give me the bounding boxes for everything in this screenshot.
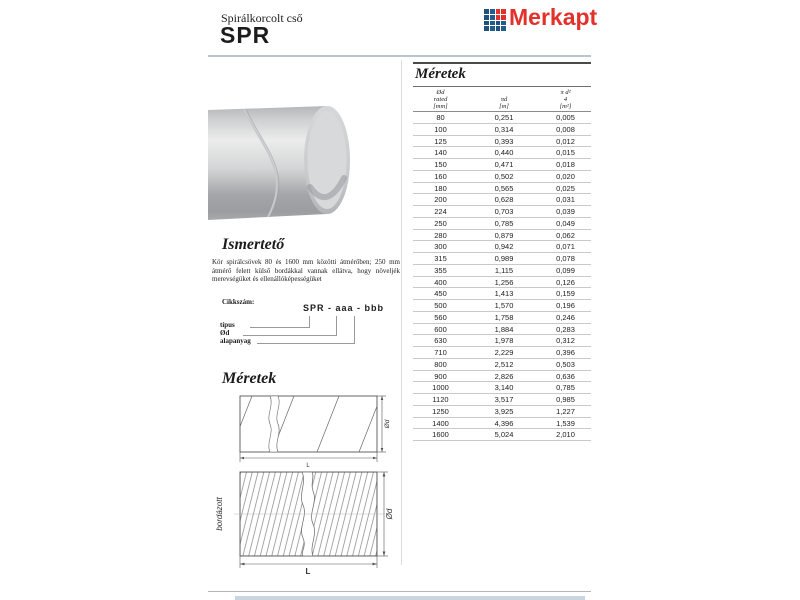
table-cell: 1250 <box>432 406 449 416</box>
table-cell: 315 <box>434 254 447 263</box>
table-cell: 600 <box>434 324 447 334</box>
table-cell: 160 <box>434 171 447 181</box>
table-row <box>413 335 591 347</box>
intro-body: Kör spirálcsövek 80 és 1600 mm közötti átmérőben; 250 mm átmérő felett külső bordákkal vannak ellátva, hogy növeljék merevségüket és ellenállóképességüket <box>212 258 400 283</box>
page-subtitle: Spirálkorcolt cső <box>221 11 303 25</box>
table-cell: 900 <box>434 371 447 381</box>
length-dimension-label: L <box>306 463 310 469</box>
table-cell: 0,785 <box>556 383 575 393</box>
table-cell: 0,012 <box>556 136 575 146</box>
table-row <box>413 206 591 218</box>
article-number-code: SPR - aaa - bbb <box>303 303 385 313</box>
table-cell: 500 <box>434 301 447 310</box>
col-header-circumference: πd [m] <box>499 96 509 110</box>
table-row <box>413 394 591 406</box>
size-table-header <box>413 87 591 112</box>
table-row <box>413 194 591 206</box>
table-cell: 1600 <box>432 430 449 440</box>
table-cell: 0,785 <box>494 218 514 228</box>
table-row <box>413 218 591 230</box>
table-row <box>413 312 591 324</box>
table-cell: 0,246 <box>556 312 575 322</box>
table-cell: 2,826 <box>494 371 514 381</box>
table-cell: 0,099 <box>556 265 575 275</box>
table-cell: 2,010 <box>556 430 575 440</box>
legend-diameter: Ød <box>220 329 230 337</box>
ribbed-label: bordázott <box>215 497 224 531</box>
footer-bar <box>235 596 585 600</box>
table-cell: 140 <box>434 148 447 158</box>
table-cell: 0,314 <box>494 124 514 134</box>
table-row <box>413 253 591 265</box>
table-cell: 0,008 <box>556 124 575 134</box>
table-cell: 1,758 <box>494 312 514 322</box>
table-cell: 180 <box>434 183 447 193</box>
table-cell: 0,283 <box>556 324 575 334</box>
product-photo <box>208 60 400 230</box>
connector-line <box>250 327 309 328</box>
table-row <box>413 136 591 148</box>
connector-line <box>243 335 336 336</box>
table-cell: 0,049 <box>556 218 575 228</box>
table-cell: 80 <box>436 113 445 122</box>
table-cell: 0,251 <box>494 113 514 122</box>
column-divider <box>401 60 402 565</box>
table-cell: 0,062 <box>556 230 575 240</box>
logo-grid-icon <box>484 9 506 31</box>
table-cell: 560 <box>434 312 447 322</box>
table-cell: 200 <box>434 195 447 205</box>
plain-pipe-drawing <box>210 393 395 469</box>
table-cell: 0,005 <box>556 113 575 122</box>
table-row <box>413 230 591 242</box>
table-cell: 0,502 <box>494 171 514 181</box>
table-cell: 300 <box>434 242 447 252</box>
table-row <box>413 277 591 289</box>
table-row <box>413 147 591 159</box>
table-cell: 0,025 <box>556 183 575 193</box>
table-cell: 400 <box>434 277 447 287</box>
article-number-label: Cikkszám: <box>222 298 255 306</box>
col-header-area: π d² 4 [m²] <box>559 89 572 110</box>
diameter-dimension-label: Ød <box>385 508 394 520</box>
table-cell: 1120 <box>432 395 449 404</box>
table-cell: 1000 <box>432 383 449 393</box>
drawings-heading: Méretek <box>222 370 277 387</box>
table-cell: 224 <box>434 207 447 216</box>
table-cell: 355 <box>434 265 447 275</box>
table-cell: 0,159 <box>556 289 575 299</box>
table-cell: 0,879 <box>494 230 514 240</box>
table-cell: 0,039 <box>556 207 575 216</box>
table-cell: 630 <box>434 336 447 346</box>
table-cell: 0,196 <box>556 301 575 310</box>
connector-line <box>354 316 355 344</box>
table-row <box>413 418 591 430</box>
table-cell: 0,393 <box>494 136 514 146</box>
table-cell: 1,256 <box>494 277 514 287</box>
logo-text: Merkapt <box>509 4 598 30</box>
table-cell: 0,396 <box>556 348 575 357</box>
table-row <box>413 112 591 124</box>
table-cell: 3,517 <box>494 395 514 404</box>
table-row <box>413 288 591 300</box>
legend-type: típus <box>220 321 235 329</box>
table-cell: 800 <box>434 359 447 369</box>
table-cell: 0,018 <box>556 160 575 169</box>
table-row <box>413 159 591 171</box>
table-cell: 0,703 <box>494 207 514 216</box>
length-dimension-label: L <box>305 567 311 576</box>
table-cell: 0,942 <box>494 242 514 252</box>
table-cell: 0,565 <box>494 183 514 193</box>
table-row <box>413 406 591 418</box>
table-row <box>413 265 591 277</box>
intro-heading: Ismertető <box>222 236 285 253</box>
connector-line <box>309 316 310 328</box>
table-cell: 710 <box>434 348 447 357</box>
table-cell: 1,115 <box>494 265 514 275</box>
page-title: SPR <box>220 22 271 48</box>
table-cell: 0,078 <box>556 254 575 263</box>
table-cell: 0,020 <box>556 171 575 181</box>
table-row <box>413 241 591 253</box>
table-row <box>413 171 591 183</box>
table-cell: 250 <box>434 218 447 228</box>
table-cell: 0,031 <box>556 195 575 205</box>
table-cell: 450 <box>434 289 447 299</box>
ribbed-pipe-drawing <box>210 468 395 576</box>
table-cell: 0,312 <box>556 336 575 346</box>
diameter-dimension-label: Ød <box>384 419 391 429</box>
table-row <box>413 382 591 394</box>
table-cell: 1,539 <box>556 418 575 428</box>
table-cell: 2,229 <box>494 348 514 357</box>
legend-material: alapanyag <box>220 337 251 345</box>
footer-line <box>208 591 591 592</box>
table-cell: 3,925 <box>494 406 514 416</box>
col-header-diameter: Ød rated [mm] <box>433 89 448 110</box>
table-cell: 0,628 <box>494 195 514 205</box>
table-cell: 0,471 <box>494 160 514 169</box>
table-cell: 1,884 <box>494 324 514 334</box>
table-cell: 0,989 <box>494 254 514 263</box>
table-cell: 125 <box>434 136 447 146</box>
table-row <box>413 124 591 136</box>
table-row <box>413 371 591 383</box>
table-row <box>413 429 591 441</box>
table-row <box>413 300 591 312</box>
table-cell: 0,636 <box>556 371 575 381</box>
table-cell: 4,396 <box>494 418 514 428</box>
connector-line <box>257 343 354 344</box>
table-cell: 2,512 <box>494 359 514 369</box>
table-row <box>413 183 591 195</box>
table-cell: 0,126 <box>556 277 575 287</box>
table-cell: 1,570 <box>494 301 514 310</box>
table-cell: 280 <box>434 230 447 240</box>
table-cell: 100 <box>434 124 447 134</box>
merkapt-logo <box>484 6 597 31</box>
table-row <box>413 324 591 336</box>
size-table <box>413 62 591 441</box>
table-cell: 0,985 <box>556 395 575 404</box>
header-rule <box>208 55 591 57</box>
table-cell: 150 <box>434 160 447 169</box>
table-cell: 1,413 <box>494 289 514 299</box>
table-cell: 1,227 <box>556 406 575 416</box>
size-table-heading: Méretek <box>413 64 591 87</box>
table-cell: 5,024 <box>494 430 514 440</box>
table-cell: 0,015 <box>556 148 575 158</box>
table-cell: 0,440 <box>494 148 514 158</box>
table-row <box>413 347 591 359</box>
table-cell: 1400 <box>432 418 449 428</box>
connector-line <box>336 316 337 336</box>
table-cell: 3,140 <box>494 383 514 393</box>
table-cell: 1,978 <box>494 336 514 346</box>
table-row <box>413 359 591 371</box>
table-cell: 0,071 <box>556 242 575 252</box>
table-cell: 0,503 <box>556 359 575 369</box>
size-table-rows <box>413 112 591 441</box>
